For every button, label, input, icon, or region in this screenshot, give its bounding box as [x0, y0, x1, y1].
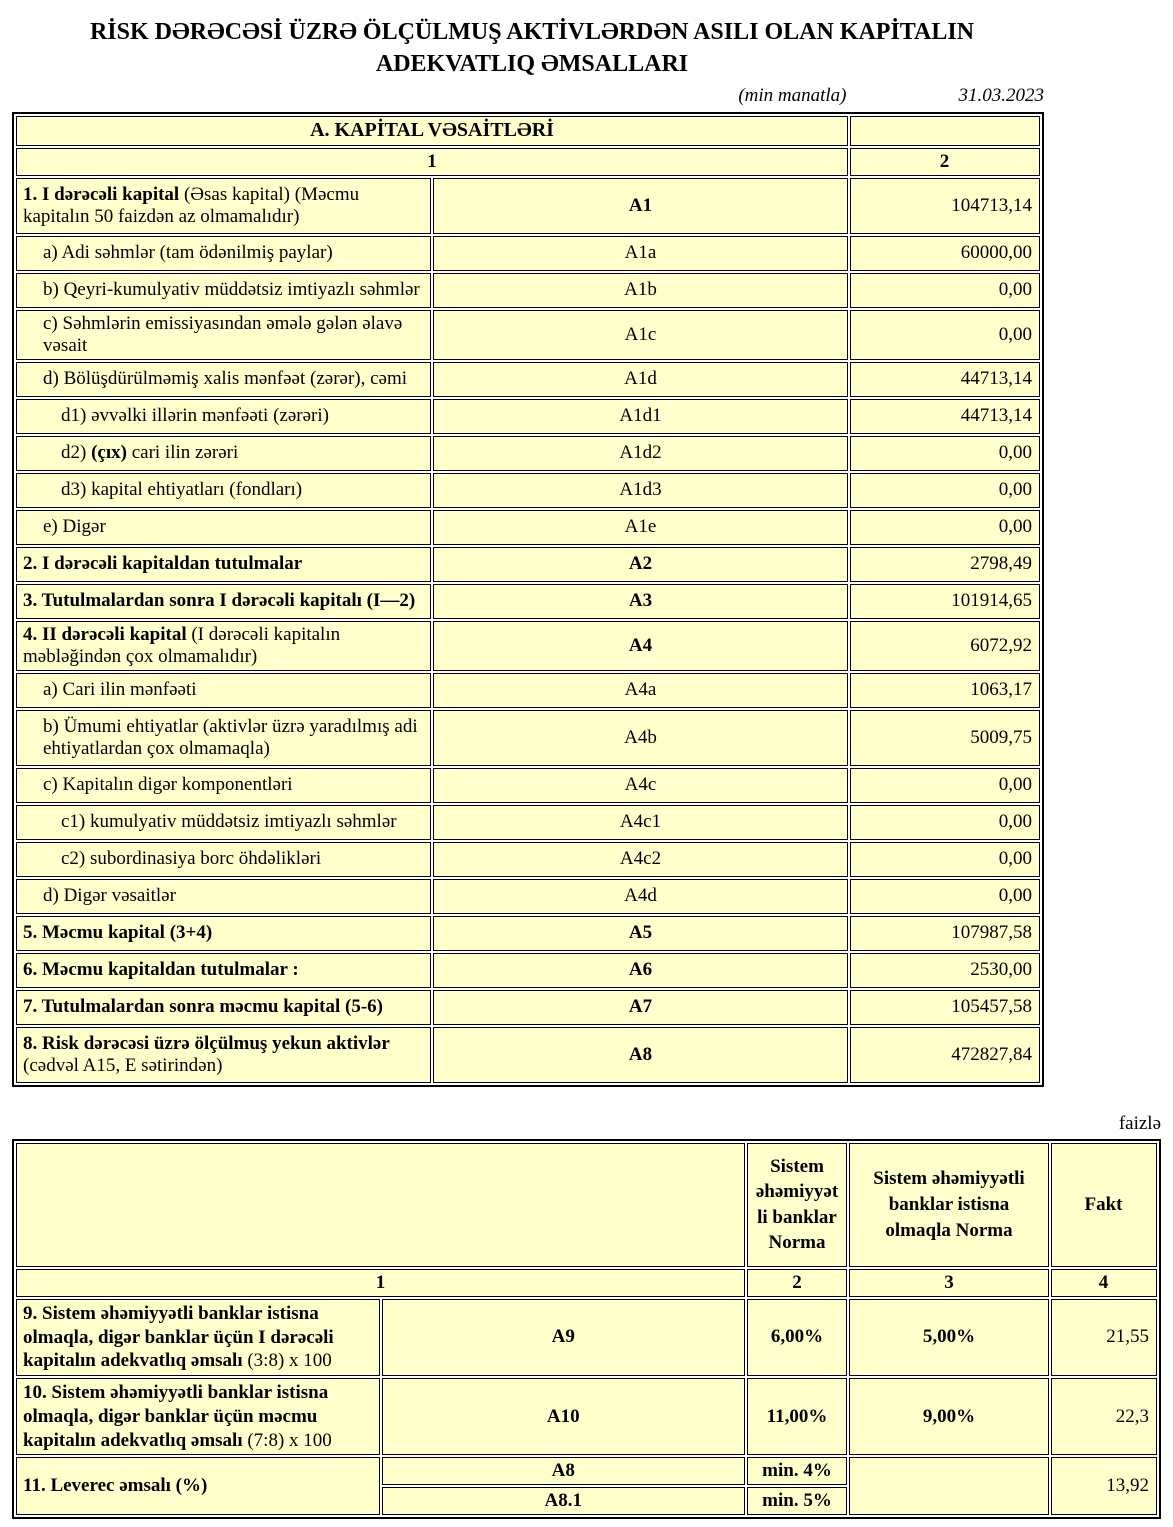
- colnum-1: 1: [16, 1269, 745, 1297]
- row-label: d) Bölüşdürülməmiş xalis mənfəət (zərər), cəmi: [16, 362, 431, 397]
- row-value: 0,00: [850, 510, 1040, 545]
- row-label: b) Qeyri-kumulyativ müddətsiz imtiyazlı səhmlər: [16, 273, 431, 308]
- row-label: d) Digər vəsaitlər: [16, 879, 431, 914]
- row-value: 104713,14: [850, 178, 1040, 234]
- table-row: [16, 362, 1040, 397]
- row-value: 2798,49: [850, 547, 1040, 582]
- row-value: 2530,00: [850, 953, 1040, 988]
- table-row: [16, 1457, 1157, 1485]
- table-row: [16, 436, 1040, 471]
- table-row: [16, 842, 1040, 877]
- row-code: A4a: [433, 673, 848, 708]
- row-label: e) Digər: [16, 510, 431, 545]
- row-value: 0,00: [850, 879, 1040, 914]
- row-code: A4c2: [433, 842, 848, 877]
- ratio-table: [12, 1139, 1161, 1520]
- row-code: A3: [433, 584, 848, 619]
- row-value: 0,00: [850, 436, 1040, 471]
- row-value: 44713,14: [850, 399, 1040, 434]
- row-code: A1a: [433, 236, 848, 271]
- row-code: A4c: [433, 768, 848, 803]
- ratio-header-norm-sys: Sistem əhəmiyyətli banklar Norma: [747, 1143, 847, 1267]
- table-row: [16, 178, 1040, 234]
- table-row: [16, 1027, 1040, 1083]
- table-row: [16, 310, 1040, 360]
- colnum-4: 4: [1051, 1269, 1157, 1297]
- table-row: [16, 547, 1040, 582]
- unit-label: (min manatla): [738, 84, 847, 106]
- row-label: 9. Sistem əhəmiyyətli banklar istisna olmaqla, digər banklar üçün I dərəcəli kapitalın adekvatlıq əmsalı (3:8) x 100: [16, 1299, 380, 1376]
- table-row: [16, 584, 1040, 619]
- row-norm-min: min. 4%: [747, 1457, 847, 1485]
- capital-table-colnum-row: [16, 148, 1040, 176]
- row-value: 6072,92: [850, 621, 1040, 671]
- table-row: [16, 399, 1040, 434]
- row-value: 105457,58: [850, 990, 1040, 1025]
- table-row: [16, 879, 1040, 914]
- row-code: A8: [433, 1027, 848, 1083]
- table-row: [16, 273, 1040, 308]
- row-label: d3) kapital ehtiyatları (fondları): [16, 473, 431, 508]
- percent-unit-label: faizlə: [1118, 1112, 1161, 1134]
- row-value: 5009,75: [850, 710, 1040, 766]
- row-code: A1d: [433, 362, 848, 397]
- table-row: [16, 990, 1040, 1025]
- row-code: A4: [433, 621, 848, 671]
- row-code: A8.1: [382, 1487, 746, 1515]
- row-label: 1. I dərəcəli kapital (Əsas kapital) (Məcmu kapitalın 50 faizdən az olmamalıdır): [16, 178, 431, 234]
- row-value: 0,00: [850, 310, 1040, 360]
- row-code: A1e: [433, 510, 848, 545]
- table-row: [16, 1299, 1157, 1376]
- row-norm-other: 5,00%: [849, 1299, 1049, 1376]
- row-value: 0,00: [850, 273, 1040, 308]
- row-label: d2) (çıx) cari ilin zərəri: [16, 436, 431, 471]
- report-date: 31.03.2023: [958, 84, 1044, 106]
- row-code: A6: [433, 953, 848, 988]
- row-label: 10. Sistem əhəmiyyətli banklar istisna olmaqla, digər banklar üçün məcmu kapitalın adekvatlıq əmsalı (7:8) x 100: [16, 1378, 380, 1455]
- table-row: [16, 710, 1040, 766]
- row-value: 1063,17: [850, 673, 1040, 708]
- row-code: A1d3: [433, 473, 848, 508]
- page-title-line1: RİSK DƏRƏCƏSİ ÜZRƏ ÖLÇÜLMUŞ AKTİVLƏRDƏN ASILI OLAN KAPİTALIN: [89, 19, 975, 45]
- table-row: [16, 673, 1040, 708]
- capital-table-header-row: [16, 116, 1040, 146]
- row-code: A1c: [433, 310, 848, 360]
- row-label: 2. I dərəcəli kapitaldan tutulmalar: [16, 547, 431, 582]
- row-code: A1: [433, 178, 848, 234]
- row-label: a) Cari ilin mənfəəti: [16, 673, 431, 708]
- colnum-2: 2: [850, 148, 1040, 176]
- row-norm-other: 9,00%: [849, 1378, 1049, 1455]
- table-row: [16, 236, 1040, 271]
- row-code: A1d2: [433, 436, 848, 471]
- row-label: 4. II dərəcəli kapital (I dərəcəli kapitalın məbləğindən çox olmamalıdır): [16, 621, 431, 671]
- colnum-3: 3: [849, 1269, 1049, 1297]
- row-code: A7: [433, 990, 848, 1025]
- row-value: 0,00: [850, 768, 1040, 803]
- row-fact: 13,92: [1051, 1457, 1157, 1515]
- row-code: A10: [382, 1378, 746, 1455]
- ratio-table-header-row: [16, 1143, 1157, 1267]
- row-code: A4c1: [433, 805, 848, 840]
- row-code: A9: [382, 1299, 746, 1376]
- ratio-table-colnum-row: [16, 1269, 1157, 1297]
- colnum-2: 2: [747, 1269, 847, 1297]
- row-value: 101914,65: [850, 584, 1040, 619]
- page-title-line2: ADEKVATLIQ ƏMSALLARI: [375, 51, 689, 78]
- row-label: c) Səhmlərin emissiyasından əmələ gələn əlavə vəsait: [16, 310, 431, 360]
- row-value: 0,00: [850, 473, 1040, 508]
- row-label: 5. Məcmu kapital (3+4): [16, 916, 431, 951]
- row-label: c1) kumulyativ müddətsiz imtiyazlı səhmlər: [16, 805, 431, 840]
- table-row: [16, 768, 1040, 803]
- row-value: 0,00: [850, 805, 1040, 840]
- row-code: A4d: [433, 879, 848, 914]
- table-row: [16, 953, 1040, 988]
- row-label: c) Kapitalın digər komponentləri: [16, 768, 431, 803]
- row-label: a) Adi səhmlər (tam ödənilmiş paylar): [16, 236, 431, 271]
- row-code: A1d1: [433, 399, 848, 434]
- row-norm-sys: 11,00%: [747, 1378, 847, 1455]
- row-code: A8: [382, 1457, 746, 1485]
- colnum-1: 1: [16, 148, 848, 176]
- row-code: A2: [433, 547, 848, 582]
- table-row: [16, 916, 1040, 951]
- table-row: [16, 621, 1040, 671]
- row-value: 44713,14: [850, 362, 1040, 397]
- row-label: d1) əvvəlki illərin mənfəəti (zərəri): [16, 399, 431, 434]
- section-header: A. KAPİTAL VƏSAİTLƏRİ: [16, 116, 848, 146]
- capital-table: [12, 112, 1044, 1087]
- row-code: A5: [433, 916, 848, 951]
- row-label: 11. Leverec əmsalı (%): [16, 1457, 380, 1515]
- row-value: 60000,00: [850, 236, 1040, 271]
- row-label: c2) subordinasiya borc öhdəlikləri: [16, 842, 431, 877]
- row-value: 107987,58: [850, 916, 1040, 951]
- ratio-header-empty-cell: [16, 1143, 745, 1267]
- row-label: 7. Tutulmalardan sonra məcmu kapital (5-6): [16, 990, 431, 1025]
- ratio-header-norm-other: Sistem əhəmiyyətli banklar istisna olmaqla Norma: [849, 1143, 1049, 1267]
- table-row: [16, 473, 1040, 508]
- row-fact: 22,3: [1051, 1378, 1157, 1455]
- row-value: 472827,84: [850, 1027, 1040, 1083]
- row-norm-sys: 6,00%: [747, 1299, 847, 1376]
- row-label: 6. Məcmu kapitaldan tutulmalar :: [16, 953, 431, 988]
- row-norm-other-empty: [849, 1457, 1049, 1515]
- row-value: 0,00: [850, 842, 1040, 877]
- row-fact: 21,55: [1051, 1299, 1157, 1376]
- row-label: b) Ümumi ehtiyatlar (aktivlər üzrə yaradılmış adi ehtiyatlardan çox olmamaqla): [16, 710, 431, 766]
- meta-row: [12, 85, 1044, 107]
- table-row: [16, 805, 1040, 840]
- row-norm-min: min. 5%: [747, 1487, 847, 1515]
- row-label: 8. Risk dərəcəsi üzrə ölçülmuş yekun aktivlər (cədvəl A15, E sətirindən): [16, 1027, 431, 1083]
- page-title: [12, 16, 1052, 81]
- row-code: A4b: [433, 710, 848, 766]
- row-code: A1b: [433, 273, 848, 308]
- table-row: [16, 510, 1040, 545]
- section-header-empty-cell: [850, 116, 1040, 146]
- table-row: [16, 1378, 1157, 1455]
- row-label: 3. Tutulmalardan sonra I dərəcəli kapitalı (I—2): [16, 584, 431, 619]
- ratio-header-fact: Fakt: [1051, 1143, 1157, 1267]
